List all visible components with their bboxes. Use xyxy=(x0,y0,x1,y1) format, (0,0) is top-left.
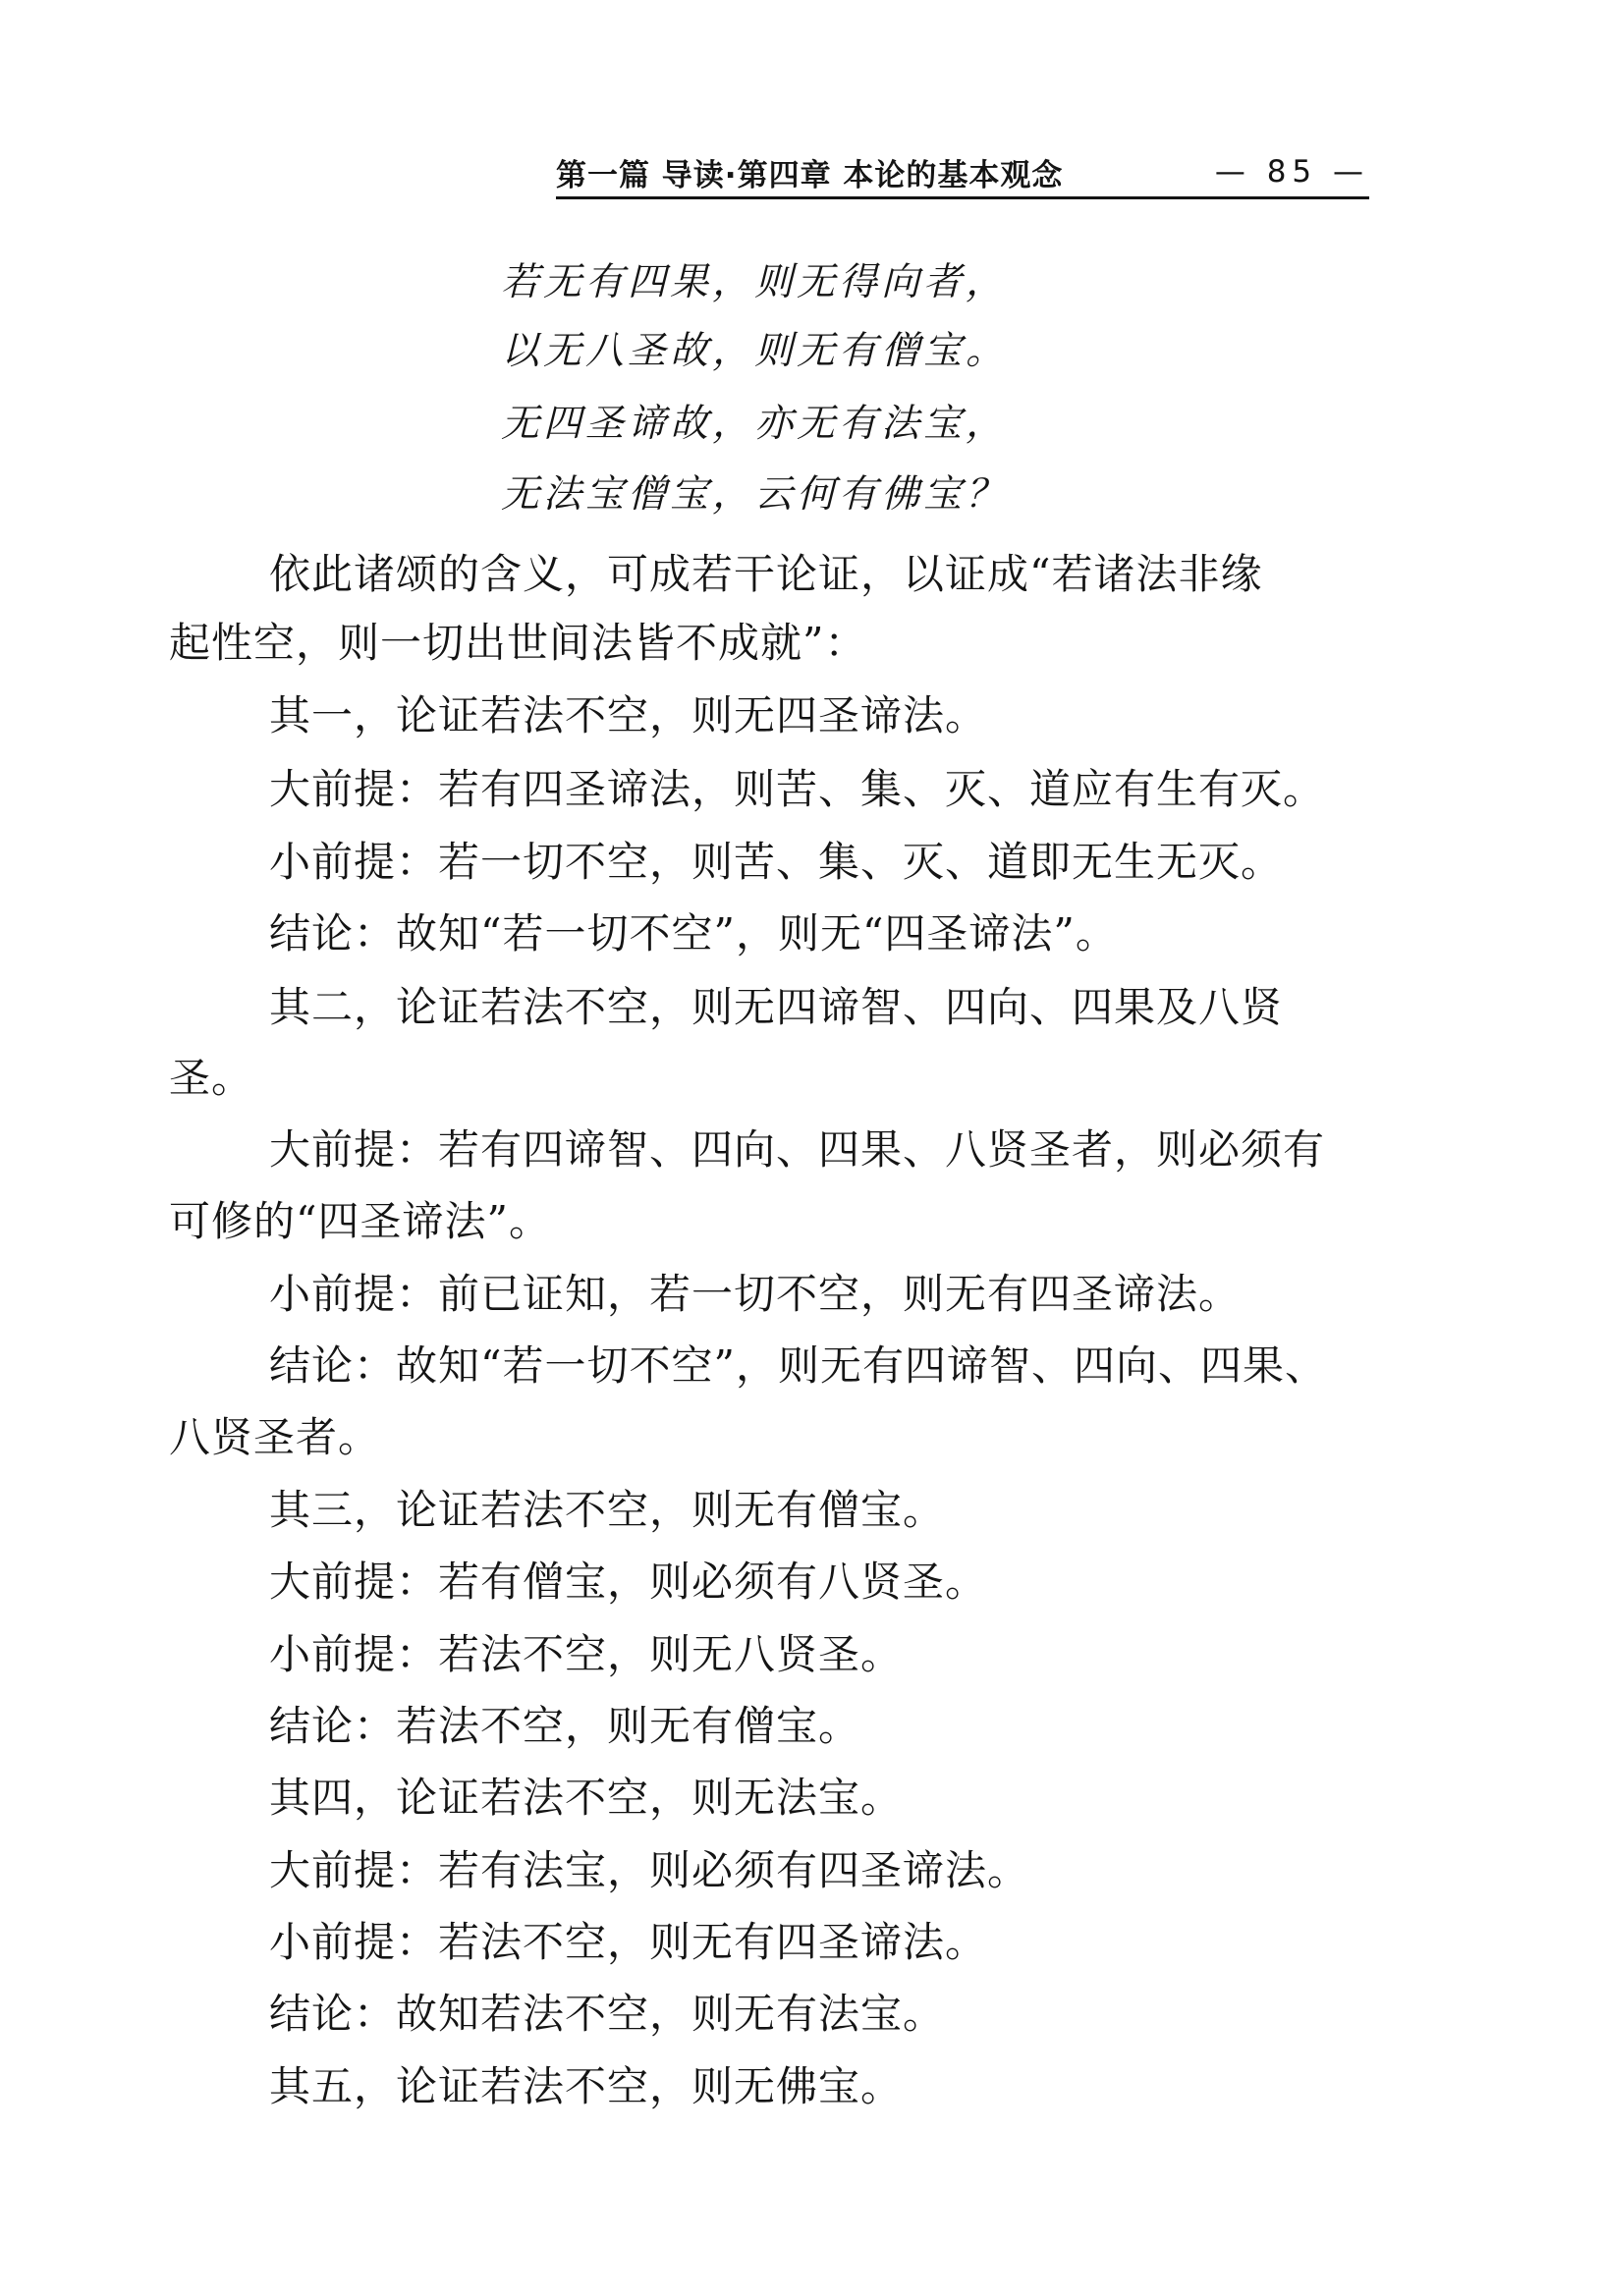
running-header xyxy=(556,147,1369,199)
body-line: 八贤圣者。 xyxy=(169,1413,381,1461)
body-line: 其一，论证若法不空，则无四圣谛法。 xyxy=(269,691,988,739)
verse-line: 无法宝僧宝，云何有佛宝？ xyxy=(501,472,1009,517)
header-title: 第一篇 导读·第四章 本论的基本观念 xyxy=(556,157,1064,193)
verse-line: 无四圣谛故，亦无有法宝， xyxy=(501,402,1009,446)
body-line: 其四，论证若法不空，则无法宝。 xyxy=(269,1774,904,1822)
page-number: — 85 — xyxy=(1214,154,1369,190)
body-line: 小前提：若一切不空，则苦、集、灭、道即无生无灭。 xyxy=(269,838,1284,886)
verse-line: 以无八圣故，则无有僧宝。 xyxy=(501,329,1009,373)
body-line: 小前提：若法不空，则无八贤圣。 xyxy=(269,1630,904,1678)
body-line: 起性空，则一切出世间法皆不成就”： xyxy=(169,619,867,667)
body-line: 结论：故知“若一切不空”，则无有四谛智、四向、四果、 xyxy=(269,1341,1327,1390)
body-line: 结论：故知“若一切不空”，则无“四圣谛法”。 xyxy=(269,909,1118,957)
body-line: 结论：故知若法不空，则无有法宝。 xyxy=(269,1990,946,2038)
body-line: 结论：若法不空，则无有僧宝。 xyxy=(269,1702,861,1750)
body-line: 小前提：前已证知，若一切不空，则无有四圣谛法。 xyxy=(269,1270,1242,1318)
body-line: 其二，论证若法不空，则无四谛智、四向、四果及八贤 xyxy=(269,983,1284,1031)
body-line: 大前提：若有四圣谛法，则苦、集、灭、道应有生有灭。 xyxy=(269,765,1326,813)
body-line: 圣。 xyxy=(169,1054,254,1102)
body-line: 依此诸颂的含义，可成若干论证，以证成“若诸法非缘 xyxy=(269,550,1263,598)
body-line: 大前提：若有僧宝，则必须有八贤圣。 xyxy=(269,1558,988,1606)
body-line: 其五，论证若法不空，则无佛宝。 xyxy=(269,2062,904,2110)
body-line: 小前提：若法不空，则无有四圣谛法。 xyxy=(269,1918,988,1966)
body-line: 大前提：若有四谛智、四向、四果、八贤圣者，则必须有 xyxy=(269,1125,1326,1174)
body-line: 大前提：若有法宝，则必须有四圣谛法。 xyxy=(269,1846,1030,1894)
verse-line: 若无有四果，则无得向者， xyxy=(501,260,1009,304)
body-line: 可修的“四圣谛法”。 xyxy=(169,1197,551,1245)
body-line: 其三，论证若法不空，则无有僧宝。 xyxy=(269,1486,946,1534)
